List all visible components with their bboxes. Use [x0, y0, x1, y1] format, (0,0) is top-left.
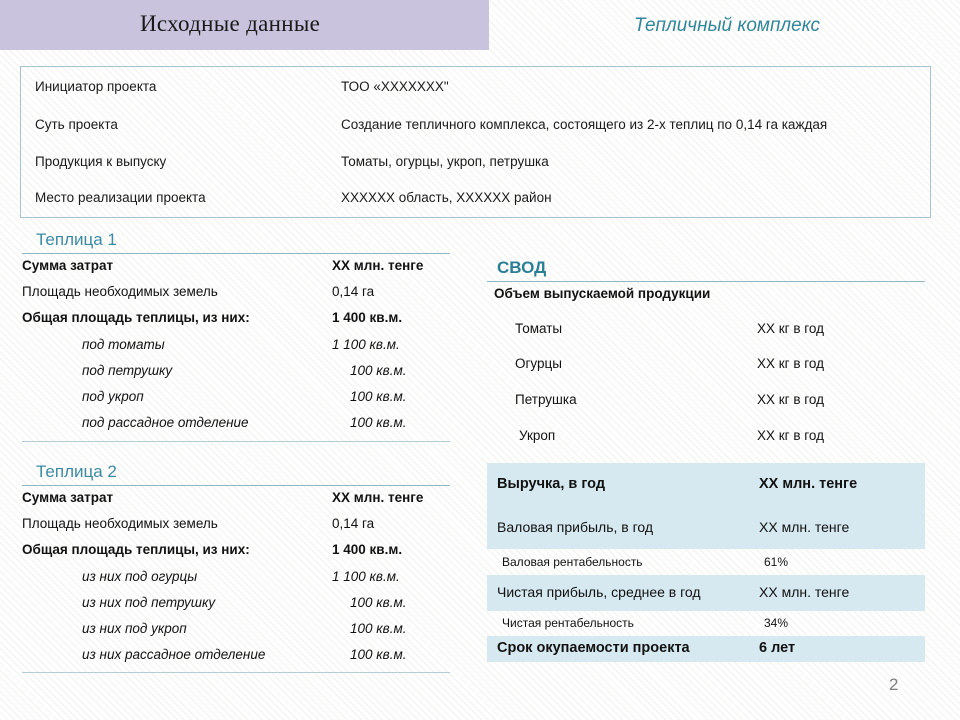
- row-value: XX кг в год: [757, 392, 824, 407]
- info-value: Томаты, огурцы, укроп, петрушка: [341, 154, 549, 169]
- row-value: 100 кв.м.: [350, 595, 407, 610]
- row-label: под петрушку: [82, 363, 173, 378]
- row-value: 34%: [764, 616, 789, 630]
- table-row: [487, 428, 925, 458]
- svod-heading: СВОД: [497, 258, 547, 277]
- row-value: 100 кв.м.: [350, 389, 407, 404]
- page-title: Исходные данные: [140, 11, 321, 36]
- row-label: Петрушка: [515, 392, 577, 407]
- row-value: 6 лет: [759, 640, 796, 656]
- row-label: Общая площадь теплицы, из них:: [22, 542, 250, 557]
- table-row: [22, 490, 450, 511]
- page-number: 2: [889, 675, 899, 694]
- row-value: XX кг в год: [757, 428, 824, 443]
- table-row: [22, 621, 450, 642]
- row-value: 1 100 кв.м.: [332, 337, 400, 352]
- row-value: 1 100 кв.м.: [332, 569, 400, 584]
- row-label: Площадь необходимых земель: [22, 516, 218, 531]
- row-value: XX млн. тенге: [759, 584, 850, 600]
- table-row: [487, 636, 925, 662]
- table-row: [487, 321, 925, 351]
- table-row: [22, 415, 450, 436]
- row-value: XX млн. тенге: [759, 519, 850, 535]
- row-label: Сумма затрат: [22, 490, 114, 505]
- info-label: Продукция к выпуску: [35, 154, 167, 169]
- greenhouse-1-top-rule: [22, 253, 450, 254]
- greenhouse-2-bottom-rule: [22, 672, 450, 673]
- project-info-box: [20, 66, 931, 218]
- svod-rule: [487, 281, 925, 282]
- table-row: [487, 549, 925, 575]
- row-value: 1 400 кв.м.: [332, 310, 403, 325]
- row-value: XX млн. тенге: [332, 490, 424, 505]
- table-row: [22, 389, 450, 410]
- info-row: [21, 144, 930, 182]
- svod-output-title: Объем выпускаемой продукции: [494, 286, 711, 301]
- info-label: Место реализации проекта: [35, 190, 206, 205]
- info-label: Инициатор проекта: [35, 79, 157, 94]
- row-label: Огурцы: [515, 356, 562, 371]
- table-row: [22, 258, 450, 279]
- row-value: XX млн. тенге: [759, 476, 858, 492]
- greenhouse-1-heading: Теплица 1: [36, 230, 117, 249]
- row-label: из них под петрушку: [82, 595, 216, 610]
- greenhouse-2-heading: Теплица 2: [36, 462, 117, 481]
- row-label: Площадь необходимых земель: [22, 284, 218, 299]
- row-label: Сумма затрат: [22, 258, 114, 273]
- svod-output-table: [487, 286, 925, 456]
- table-row: [22, 569, 450, 590]
- row-label: Выручка, в год: [497, 476, 606, 492]
- table-row: [22, 542, 450, 563]
- row-label: под рассадное отделение: [82, 415, 249, 430]
- row-value: 100 кв.м.: [350, 647, 407, 662]
- table-row: [487, 356, 925, 386]
- row-value: 61%: [764, 555, 789, 569]
- greenhouse-1-bottom-rule: [22, 441, 450, 442]
- row-label: из них под укроп: [82, 621, 187, 636]
- row-value: XX кг в год: [757, 356, 824, 371]
- table-row: [487, 463, 925, 507]
- table-row: [22, 516, 450, 537]
- row-label: Томаты: [515, 321, 563, 336]
- table-row: [22, 363, 450, 384]
- row-value: XX млн. тенге: [332, 258, 424, 273]
- row-label: под укроп: [82, 389, 144, 404]
- table-row: [487, 575, 925, 611]
- svod-output-title-row: [487, 286, 925, 316]
- row-label: Валовая прибыль, в год: [497, 519, 654, 535]
- row-value: XX кг в год: [757, 321, 824, 336]
- table-row: [487, 392, 925, 422]
- info-value: XXXXXX область, XXXXXX район: [341, 190, 552, 205]
- row-value: 100 кв.м.: [350, 621, 407, 636]
- info-label: Суть проекта: [35, 117, 118, 132]
- row-label: под томаты: [82, 337, 165, 352]
- table-row: [22, 647, 450, 668]
- table-row: [487, 507, 925, 549]
- table-row: [22, 337, 450, 358]
- table-row: [22, 310, 450, 331]
- row-label: Срок окупаемости проекта: [497, 640, 690, 656]
- row-label: из них под огурцы: [82, 569, 198, 584]
- row-value: 1 400 кв.м.: [332, 542, 403, 557]
- row-label: Укроп: [519, 428, 556, 443]
- table-row: [22, 595, 450, 616]
- row-label: Общая площадь теплицы, из них:: [22, 310, 250, 325]
- row-label: Чистая прибыль, среднее в год: [497, 584, 701, 600]
- row-value: 100 кв.м.: [350, 363, 407, 378]
- info-row: [21, 107, 930, 145]
- table-row: [22, 284, 450, 305]
- greenhouse-2-top-rule: [22, 485, 450, 486]
- deck-subtitle: Тепличный комплекс: [634, 15, 820, 36]
- row-label: из них рассадное отделение: [82, 647, 266, 662]
- info-row: [21, 69, 930, 107]
- row-label: Чистая рентабельность: [502, 616, 634, 630]
- greenhouse-1-table: [22, 258, 450, 443]
- greenhouse-2-table: [22, 490, 450, 675]
- info-row: [21, 180, 930, 218]
- row-value: 0,14 га: [332, 516, 375, 531]
- row-value: 0,14 га: [332, 284, 375, 299]
- row-label: Валовая рентабельность: [502, 555, 643, 569]
- table-row: [487, 611, 925, 636]
- financial-summary-table: [487, 463, 925, 662]
- info-value: Создание тепличного комплекса, состоящего из 2-х теплиц по 0,14 га каждая: [341, 117, 828, 132]
- info-value: ТОО «XXXXXXX": [341, 79, 449, 94]
- row-value: 100 кв.м.: [350, 415, 407, 430]
